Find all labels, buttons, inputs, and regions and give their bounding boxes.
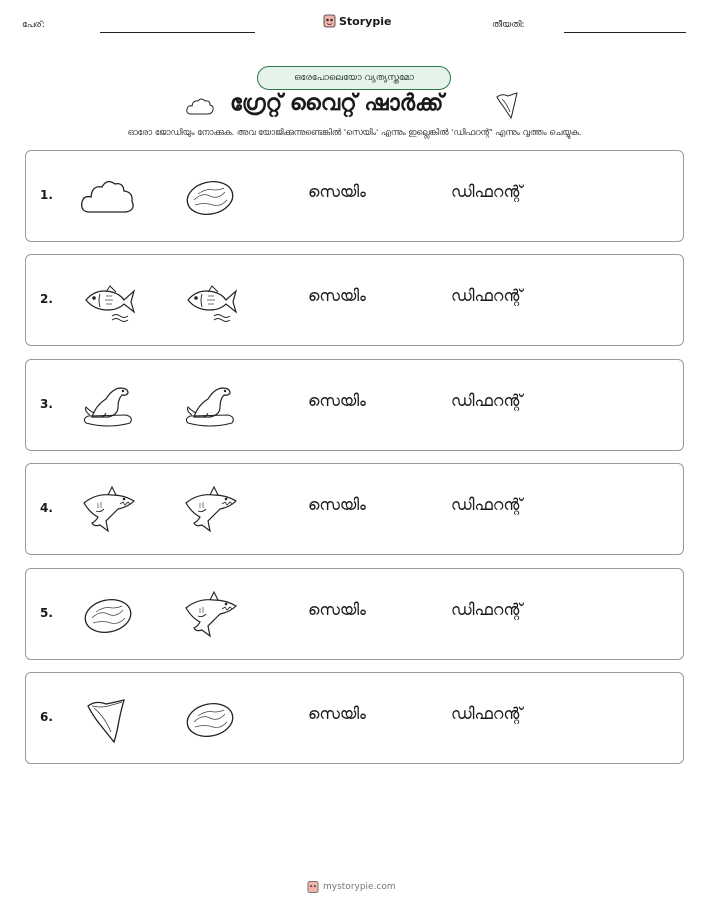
worksheet-type-badge: ഒരേപോലെയോ വ്യത്യസ്തമോ (257, 66, 451, 90)
shark-icon (78, 483, 138, 537)
footer (307, 880, 396, 894)
instructions: ഓരോ ജോഡിയും നോക്കുക. അവ യോജിക്കുന്നുണ്ടെങ്കിൽ 'സെയിം' എന്നും ഇല്ലെങ്കിൽ 'ഡിഫറന്റ്' എന്നും വൃത്തം ചെയ്യുക. (127, 127, 582, 137)
seal-icon (180, 379, 240, 433)
same-option[interactable]: സെയിം (308, 704, 366, 723)
storypie-logo-icon (323, 14, 336, 28)
oval-stone-icon (180, 170, 240, 224)
page-title: ഗ്രേറ്റ് വൈറ്റ് ഷാർക്ക് (230, 91, 444, 116)
question-number: 5. (40, 605, 53, 620)
question-row (25, 254, 684, 346)
question-row (25, 568, 684, 660)
brand-name: Storypie (339, 14, 392, 28)
same-option[interactable]: സെയിം (308, 390, 366, 410)
different-option[interactable]: ഡിഫറന്റ് (451, 495, 523, 515)
question-row (25, 672, 684, 764)
worksheet-header (0, 14, 709, 44)
question-number: 3. (40, 396, 53, 411)
seal-icon (78, 379, 138, 433)
question-number: 4. (40, 501, 53, 516)
shark-icon (180, 588, 240, 642)
name-label: പേര്: (22, 20, 45, 30)
question-number: 2. (40, 292, 53, 307)
different-option[interactable]: ഡിഫറന്റ് (451, 599, 523, 619)
question-number: 1. (40, 188, 53, 202)
same-option[interactable]: സെയിം (308, 182, 366, 201)
cloud-icon (185, 95, 215, 117)
question-row (25, 150, 684, 242)
same-option[interactable]: സെയിം (308, 599, 366, 619)
title-row (0, 89, 709, 123)
brand (323, 14, 391, 28)
date-field[interactable] (564, 32, 686, 33)
question-number: 6. (40, 710, 53, 724)
same-option[interactable]: സെയിം (308, 286, 366, 306)
footer-url[interactable]: mystorypie.com (323, 882, 396, 892)
name-field[interactable] (100, 32, 255, 33)
question-row (25, 359, 684, 451)
storypie-logo-icon (307, 880, 319, 894)
oval-stone-icon (180, 692, 240, 746)
shark-tooth-icon (494, 90, 520, 120)
fish-icon (180, 274, 240, 328)
cloud-icon (78, 170, 138, 224)
question-row (25, 463, 684, 555)
shark-icon (180, 483, 240, 537)
different-option[interactable]: ഡിഫറന്റ് (451, 182, 523, 201)
shark-tooth-icon (78, 692, 138, 746)
different-option[interactable]: ഡിഫറന്റ് (451, 286, 523, 306)
fish-icon (78, 274, 138, 328)
same-option[interactable]: സെയിം (308, 495, 366, 515)
oval-stone-icon (78, 588, 138, 642)
different-option[interactable]: ഡിഫറന്റ് (451, 704, 523, 723)
different-option[interactable]: ഡിഫറന്റ് (451, 390, 523, 410)
date-label: തീയതി: (492, 20, 525, 30)
